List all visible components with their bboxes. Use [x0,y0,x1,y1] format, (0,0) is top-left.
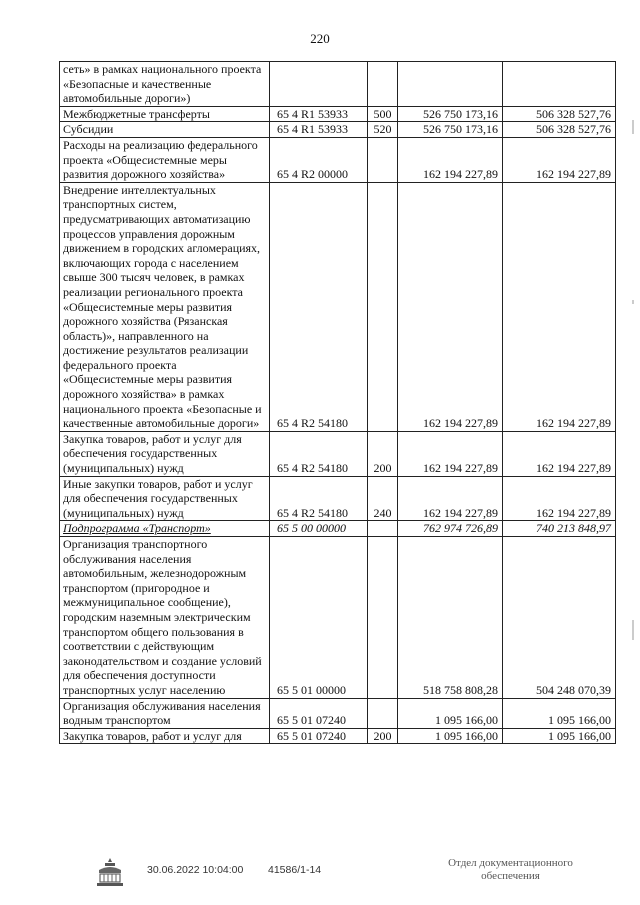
row-expense-type: 200 [368,728,398,744]
row-name: Организация обслуживания населения водным транспортом [60,698,270,728]
row-name: сеть» в рамках национального проекта «Безопасные и качественные автомобильные дороги») [60,62,270,107]
row-amount-2023: 504 248 070,39 [503,537,616,699]
row-expense-type: 200 [368,431,398,476]
scan-margin-marks [630,120,636,820]
registry-stamp-icon [95,856,125,890]
row-expense-type [368,698,398,728]
row-name: Межбюджетные трансферты [60,106,270,122]
row-code: 65 4 R1 53933 [270,122,368,138]
row-amount-2023: 506 328 527,76 [503,122,616,138]
row-amount-2023: 740 213 848,97 [503,521,616,537]
row-amount-2023 [503,62,616,107]
row-amount-2023: 506 328 527,76 [503,106,616,122]
row-amount-2023: 162 194 227,89 [503,431,616,476]
table-row [60,431,616,476]
row-name: Подпрограмма «Транспорт» [60,521,270,537]
page-number: 220 [310,31,330,46]
registration-number: 41586/1-14 [268,864,322,876]
table-row [60,476,616,521]
row-amount-2022: 162 194 227,89 [398,476,503,521]
row-name: Иные закупки товаров, работ и услуг для обеспечения государственных (муниципальных) нужд [60,476,270,521]
row-name: Расходы на реализацию федерального проекта «Общесистемные меры развития дорожного хозяйства» [60,137,270,182]
table-row [60,537,616,699]
row-code: 65 4 R2 00000 [270,137,368,182]
row-code [270,62,368,107]
row-amount-2022: 1 095 166,00 [398,698,503,728]
row-name: Субсидии [60,122,270,138]
row-expense-type: 520 [368,122,398,138]
table-row [60,698,616,728]
row-amount-2023: 162 194 227,89 [503,476,616,521]
row-amount-2023: 1 095 166,00 [503,728,616,744]
row-expense-type [368,521,398,537]
row-expense-type: 240 [368,476,398,521]
row-amount-2022 [398,62,503,107]
row-code: 65 5 01 00000 [270,537,368,699]
table-row [60,62,616,107]
row-amount-2022: 162 194 227,89 [398,431,503,476]
row-amount-2023: 162 194 227,89 [503,182,616,431]
table-row [60,182,616,431]
row-name: Организация транспортного обслуживания населения автомобильным, железнодорожным транспортом (пригородное и межмуниципальное сообщение), городским наземным электрическим транспортом общего пользования в соответствии с действующим законодательством и создание условий для обеспечения доступности транспортных услуг населению [60,537,270,699]
row-amount-2022: 526 750 173,16 [398,106,503,122]
row-code: 65 4 R1 53933 [270,106,368,122]
budget-table-body [60,62,616,744]
row-amount-2022: 526 750 173,16 [398,122,503,138]
row-expense-type: 500 [368,106,398,122]
row-amount-2022: 162 194 227,89 [398,137,503,182]
row-expense-type [368,182,398,431]
row-amount-2023: 1 095 166,00 [503,698,616,728]
row-name: Закупка товаров, работ и услуг для обеспечения государственных (муниципальных) нужд [60,431,270,476]
row-code: 65 4 R2 54180 [270,182,368,431]
row-name: Внедрение интеллектуальных транспортных систем, предусматривающих автоматизацию процессов управления дорожным движением в городских агломерациях, включающих города с населением свыше 300 тысяч человек, в рамках реализации регионального проекта «Общесистемные меры развития дорожного хозяйства (Рязанская область)», направленного на достижение результатов реализации федерального проекта «Общесистемные меры развития дорожного хозяйства» в рамках национального проекта «Безопасные и качественные автомобильные дороги» [60,182,270,431]
table-row [60,122,616,138]
row-amount-2022: 1 095 166,00 [398,728,503,744]
row-code: 65 5 00 00000 [270,521,368,537]
row-expense-type [368,137,398,182]
row-amount-2023: 162 194 227,89 [503,137,616,182]
table-row [60,728,616,744]
row-amount-2022: 162 194 227,89 [398,182,503,431]
row-amount-2022: 762 974 726,89 [398,521,503,537]
department-stamp: Отдел документационного обеспечения [448,857,573,882]
row-code: 65 4 R2 54180 [270,431,368,476]
row-code: 65 5 01 07240 [270,698,368,728]
table-row-subprogram [60,521,616,537]
table-row [60,137,616,182]
row-code: 65 5 01 07240 [270,728,368,744]
registration-datetime: 30.06.2022 10:04:00 [147,864,244,876]
row-name: Закупка товаров, работ и услуг для [60,728,270,744]
row-expense-type [368,62,398,107]
budget-table [59,61,616,744]
row-expense-type [368,537,398,699]
row-amount-2022: 518 758 808,28 [398,537,503,699]
table-row [60,106,616,122]
row-code: 65 4 R2 54180 [270,476,368,521]
